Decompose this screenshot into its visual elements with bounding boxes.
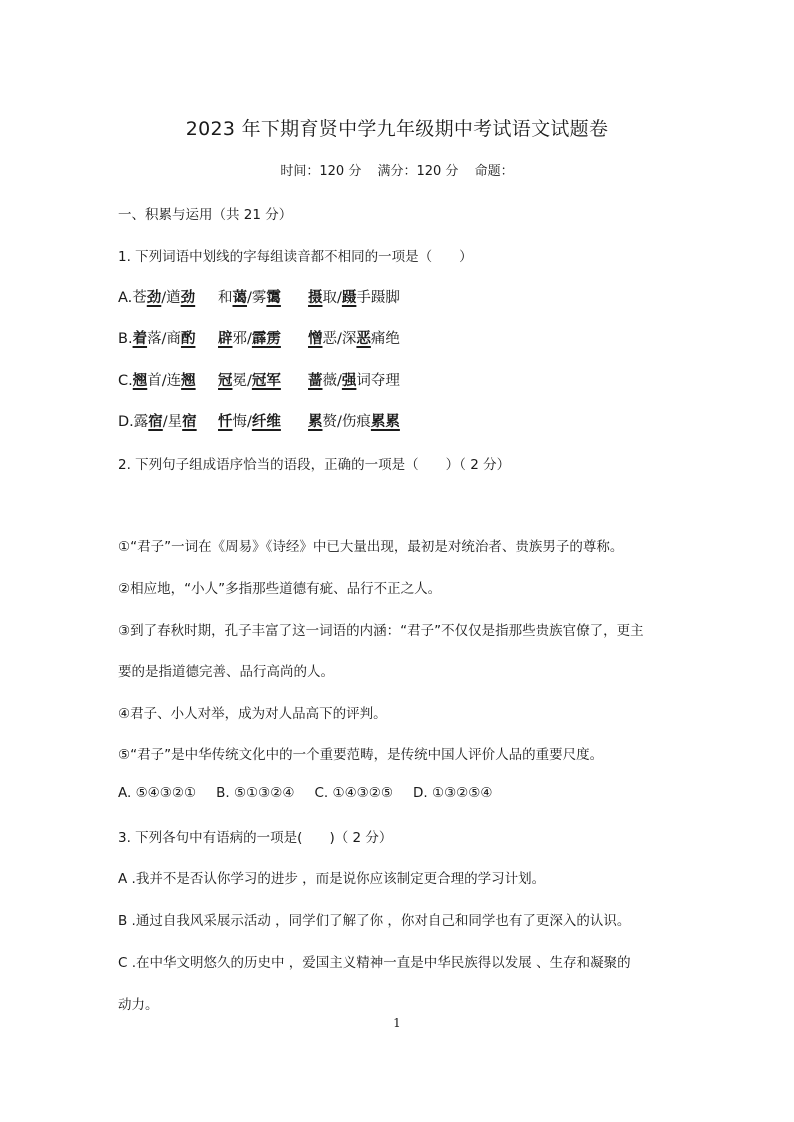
q2-sentence-5: ⑤“君子”是中华传统文化中的一个重要范畴，是传统中国人评价人品的重要尺度。	[118, 747, 604, 763]
q3-option-b: B .通过自我风采展示活动 ，同学们了解了你 ，你对自己和同学也有了更深入的认识。	[118, 913, 631, 929]
section-heading: 一、积累与运用（共 21 分）	[118, 207, 293, 223]
question-3-stem: 3. 下列各句中有语病的一项是( )（ 2 分）	[118, 830, 393, 846]
q1-option-b: B.着落/商酌 辟邪/霹雳 憎恶/深恶痛绝	[118, 331, 400, 347]
q2-sentence-3-cont: 要的是指道德完善、品行高尚的人。	[118, 664, 334, 680]
exam-time: 时间：120 分	[280, 164, 362, 179]
q2-sentence-4: ④君子、小人对举，成为对人品高下的评判。	[118, 706, 387, 722]
q2-choice-a: A. ⑤④③②①	[118, 785, 197, 801]
q2-choices	[118, 785, 512, 801]
exam-title: 2023 年下期育贤中学九年级期中考试语文试题卷	[185, 118, 609, 140]
page-number: 1	[393, 1016, 401, 1030]
q2-choice-c: C. ①④③②⑤	[314, 785, 393, 801]
q3-option-c-cont: 动力。	[118, 997, 159, 1013]
exam-author: 命题：	[474, 164, 514, 179]
q2-sentence-1: ①“君子”一词在《周易》《诗经》中已大量出现，最初是对统治者、贵族男子的尊称。	[118, 539, 624, 555]
q2-choice-d: D. ①③②⑤④	[412, 785, 493, 801]
q1-option-c: C.翘首/连翘 冠冕/冠军 蔷薇/强词夺理	[118, 373, 400, 389]
q2-sentence-2: ②相应地，“小人”多指那些道德有疵、品行不正之人。	[118, 581, 442, 597]
exam-full-score: 满分：120 分	[377, 164, 459, 179]
q2-choice-b: B. ⑤①③②④	[216, 785, 295, 801]
q3-option-a: A .我并不是否认你学习的进步 ，而是说你应该制定更合理的学习计划。	[118, 871, 546, 887]
q2-sentence-3: ③到了春秋时期，孔子丰富了这一词语的内涵：“君子”不仅仅是指那些贵族官僚了，更主	[118, 623, 644, 639]
q1-option-a: A.苍劲/遒劲 和蔼/雾霭 摄取/蹑手蹑脚	[118, 290, 400, 306]
q1-option-d: D.露宿/星宿 忏悔/纤维 累赘/伤痕累累	[118, 414, 400, 430]
exam-meta	[0, 160, 794, 179]
question-2-stem: 2. 下列句子组成语序恰当的语段，正确的一项是（ ）（ 2 分）	[118, 457, 511, 473]
question-1-stem: 1. 下列词语中划线的字每组读音都不相同的一项是（ ）	[118, 249, 473, 265]
q3-option-c: C .在中华文明悠久的历史中 ，爱国主义精神一直是中华民族得以发展 、生存和凝聚的	[118, 955, 631, 971]
